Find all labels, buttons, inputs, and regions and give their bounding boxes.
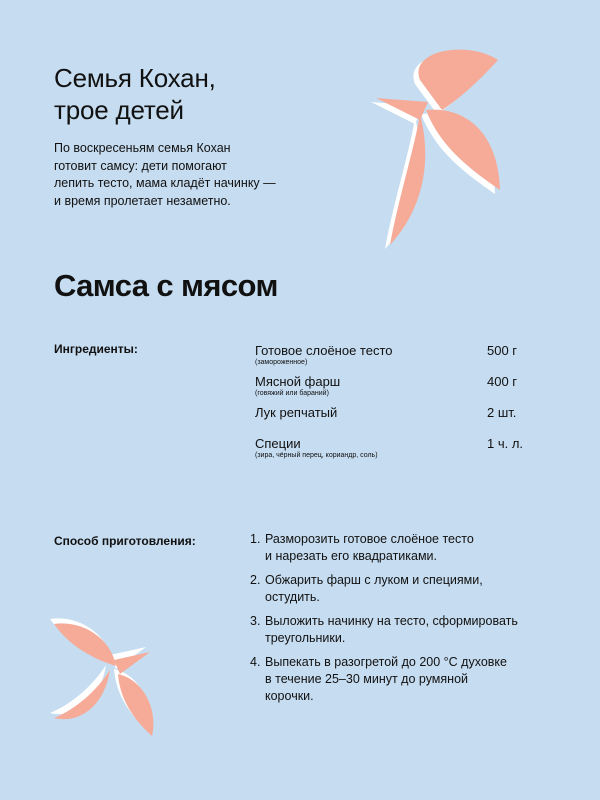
ingredient-name: Мясной фарш bbox=[255, 374, 341, 389]
bird-illustration-bottom bbox=[40, 600, 170, 740]
step-text-line: Обжарить фарш с луком и специями, bbox=[265, 573, 483, 587]
ingredient-note: (зира, чёрный перец, кориандр, соль) bbox=[255, 452, 378, 459]
method-label: Способ приготовления: bbox=[54, 534, 196, 548]
ingredient-item bbox=[255, 374, 555, 405]
step-number: 3. bbox=[250, 614, 261, 628]
method-step bbox=[250, 531, 550, 565]
step-text-line: в течение 25–30 минут до румяной bbox=[265, 672, 469, 686]
ingredient-note: (говяжий или бараний) bbox=[255, 390, 329, 397]
family-title-line: Семья Кохан, bbox=[54, 63, 216, 93]
family-title bbox=[54, 62, 374, 126]
step-number: 2. bbox=[250, 573, 261, 587]
ingredient-quantity: 2 шт. bbox=[487, 405, 517, 420]
family-title-line: трое детей bbox=[54, 95, 184, 125]
step-text-line: Выпекать в разогретой до 200 °С духовке bbox=[265, 655, 507, 669]
ingredient-quantity: 400 г bbox=[487, 374, 518, 389]
step-text-line: Разморозить готовое слоёное тесто bbox=[265, 532, 474, 546]
intro-line: По воскресеньям семья Кохан bbox=[54, 141, 231, 155]
method-steps bbox=[250, 531, 550, 712]
recipe-title: Самса с мясом bbox=[54, 268, 278, 303]
method-step bbox=[250, 572, 550, 606]
ingredient-quantity: 500 г bbox=[487, 343, 518, 358]
ingredient-name: Лук репчатый bbox=[255, 405, 338, 420]
step-number: 1. bbox=[250, 532, 261, 546]
step-text-line: остудить. bbox=[265, 590, 320, 604]
intro-paragraph bbox=[54, 140, 324, 210]
bird-illustration-top bbox=[368, 40, 558, 260]
ingredient-item bbox=[255, 405, 555, 436]
ingredient-note: (замороженное) bbox=[255, 359, 308, 366]
ingredient-item bbox=[255, 343, 555, 374]
intro-line: готовит самсу: дети помогают bbox=[54, 158, 227, 173]
step-text-line: Выложить начинку на тесто, сформировать bbox=[265, 614, 518, 628]
ingredient-name: Готовое слоёное тесто bbox=[255, 343, 393, 358]
step-text-line: и нарезать его квадратиками. bbox=[265, 549, 438, 563]
method-step bbox=[250, 654, 550, 705]
ingredient-item bbox=[255, 436, 555, 467]
ingredients-label: Ингредиенты: bbox=[54, 342, 138, 356]
step-text-line: корочки. bbox=[265, 689, 314, 703]
ingredients-list bbox=[255, 343, 555, 467]
ingredient-name: Специи bbox=[255, 436, 301, 451]
step-text-line: треугольники. bbox=[265, 631, 346, 645]
intro-line: и время пролетает незаметно. bbox=[54, 193, 231, 208]
ingredient-quantity: 1 ч. л. bbox=[487, 436, 524, 451]
intro-line: лепить тесто, мама кладёт начинку — bbox=[54, 176, 276, 190]
method-step bbox=[250, 613, 550, 647]
step-number: 4. bbox=[250, 655, 261, 669]
